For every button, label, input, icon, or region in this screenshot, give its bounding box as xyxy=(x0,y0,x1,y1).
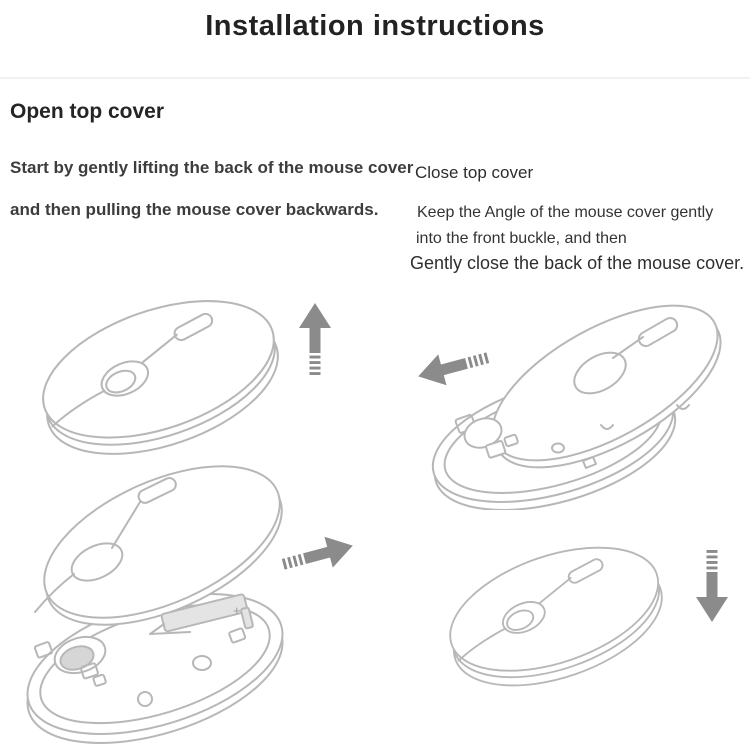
arrow-up-icon xyxy=(297,301,333,377)
open-section-body-line: Start by gently lifting the back of the mouse cover xyxy=(10,158,414,177)
mouse-top-cover xyxy=(434,532,674,695)
close-section-body-line: into the front buckle, and then xyxy=(416,230,627,247)
open-section-body-line: and then pulling the mouse cover backwards. xyxy=(10,200,379,219)
page-title: Installation instructions xyxy=(205,10,545,42)
mouse-closed-illustration xyxy=(28,283,293,473)
battery-plus-label: + xyxy=(233,603,241,618)
mouse-opened-battery-illustration xyxy=(12,462,304,747)
mouse-cover-tilted-on-base-illustration xyxy=(415,295,745,510)
mouse-closed-illustration xyxy=(430,532,682,702)
open-section-heading: Open top cover xyxy=(10,100,165,123)
close-section-body-line: Keep the Angle of the mouse cover gently xyxy=(417,204,714,221)
close-section-emphasis-line: Gently close the back of the mouse cover. xyxy=(410,253,745,273)
divider xyxy=(0,77,750,79)
arrow-down-icon xyxy=(694,548,730,624)
close-section-heading: Close top cover xyxy=(415,163,534,182)
